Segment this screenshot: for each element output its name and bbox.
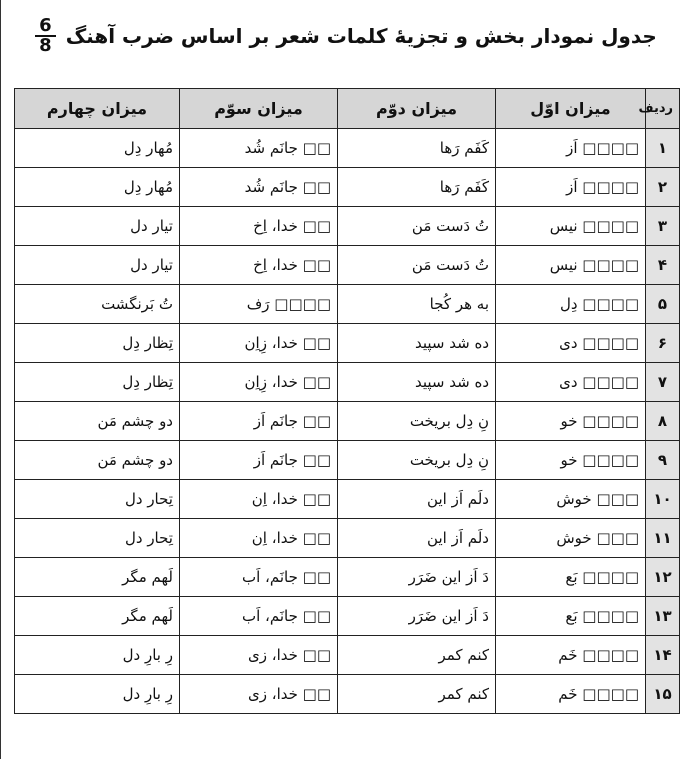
cell-measure-3: □□ خدا، اِن bbox=[180, 480, 338, 519]
cell-measure-1: □□□□ دِل bbox=[496, 285, 646, 324]
cell-measure-4: تِظار دِل bbox=[15, 363, 180, 402]
table-row bbox=[15, 675, 680, 714]
cell-measure-2: ده شد سپید bbox=[338, 363, 496, 402]
cell-measure-3: □□□□ رَف bbox=[180, 285, 338, 324]
cell-measure-3: □□ خدا، زِاِن bbox=[180, 324, 338, 363]
cell-measure-2: کنم کمر bbox=[338, 675, 496, 714]
cell-measure-1: □□□□ خَم bbox=[496, 675, 646, 714]
row-number: ۹ bbox=[646, 441, 680, 480]
table-row bbox=[15, 636, 680, 675]
cell-measure-1: □□□□ خو bbox=[496, 441, 646, 480]
row-number: ۱۵ bbox=[646, 675, 680, 714]
cell-measure-4: رِ بارِ دل bbox=[15, 675, 180, 714]
time-signature-denominator: 8 bbox=[39, 35, 52, 56]
page-edge-line bbox=[0, 0, 1, 759]
cell-measure-2: کَفَم رَها bbox=[338, 168, 496, 207]
time-signature bbox=[35, 17, 56, 55]
cell-measure-1: □□□□ نیس bbox=[496, 246, 646, 285]
row-number: ۱۰ bbox=[646, 480, 680, 519]
cell-measure-1: □□□ خوش bbox=[496, 480, 646, 519]
table-row bbox=[15, 207, 680, 246]
page-title: جدول نمودار بخش و تجزیهٔ کلمات شعر بر اساس ضرب آهنگ bbox=[65, 24, 657, 48]
cell-measure-4: دو چشم مَن bbox=[15, 441, 180, 480]
cell-measure-3: □□ جانَم، اَب bbox=[180, 558, 338, 597]
table-row bbox=[15, 129, 680, 168]
row-number: ۶ bbox=[646, 324, 680, 363]
cell-measure-3: □□ خدا، اِخ bbox=[180, 246, 338, 285]
cell-measure-1: □□□□ خو bbox=[496, 402, 646, 441]
cell-measure-3: □□ جانَم اَز bbox=[180, 441, 338, 480]
row-number: ۱۱ bbox=[646, 519, 680, 558]
cell-measure-4: مُهار دِل bbox=[15, 129, 180, 168]
cell-measure-3: □□ خدا، اِخ bbox=[180, 207, 338, 246]
table-row bbox=[15, 402, 680, 441]
cell-measure-4: تُ بَرنگشت bbox=[15, 285, 180, 324]
table-row bbox=[15, 285, 680, 324]
table-header-row bbox=[15, 89, 680, 129]
row-number: ۳ bbox=[646, 207, 680, 246]
table-row bbox=[15, 597, 680, 636]
header-measure-1: میزان اوّل bbox=[496, 89, 646, 129]
cell-measure-4: دو چشم مَن bbox=[15, 402, 180, 441]
row-number: ۴ bbox=[646, 246, 680, 285]
header-row-number: ردیف bbox=[646, 89, 680, 129]
time-signature-numerator: 6 bbox=[35, 17, 56, 37]
row-number: ۷ bbox=[646, 363, 680, 402]
table-row bbox=[15, 441, 680, 480]
cell-measure-2: به هر کُجا bbox=[338, 285, 496, 324]
cell-measure-3: □□ خدا، زِاِن bbox=[180, 363, 338, 402]
cell-measure-2: دَ اَز این ضَرَر bbox=[338, 597, 496, 636]
cell-measure-3: □□ جانَم اَز bbox=[180, 402, 338, 441]
row-number: ۸ bbox=[646, 402, 680, 441]
cell-measure-4: تِحار دل bbox=[15, 480, 180, 519]
header-measure-4: میزان چهارم bbox=[15, 89, 180, 129]
cell-measure-1: □□□□ بَع bbox=[496, 558, 646, 597]
cell-measure-2: تُ دَست مَن bbox=[338, 246, 496, 285]
cell-measure-2: ده شد سپید bbox=[338, 324, 496, 363]
cell-measure-4: تیار دل bbox=[15, 246, 180, 285]
page-header bbox=[0, 6, 692, 66]
cell-measure-3: □□ جانَم شُد bbox=[180, 129, 338, 168]
cell-measure-1: □□□□ خَم bbox=[496, 636, 646, 675]
row-number: ۱۳ bbox=[646, 597, 680, 636]
row-number: ۱ bbox=[646, 129, 680, 168]
cell-measure-1: □□□□ اَز bbox=[496, 129, 646, 168]
row-number: ۲ bbox=[646, 168, 680, 207]
cell-measure-4: لَهم مگر bbox=[15, 558, 180, 597]
cell-measure-2: تُ دَست مَن bbox=[338, 207, 496, 246]
table-row bbox=[15, 324, 680, 363]
cell-measure-1: □□□□ دی bbox=[496, 363, 646, 402]
rhythm-table bbox=[14, 88, 680, 714]
cell-measure-4: لَهم مگر bbox=[15, 597, 180, 636]
table-row bbox=[15, 363, 680, 402]
cell-measure-4: تِظار دِل bbox=[15, 324, 180, 363]
cell-measure-4: رِ بارِ دل bbox=[15, 636, 180, 675]
cell-measure-1: □□□□ بَع bbox=[496, 597, 646, 636]
cell-measure-2: نِ دِل بریخت bbox=[338, 441, 496, 480]
cell-measure-1: □□□□ دی bbox=[496, 324, 646, 363]
header-measure-3: میزان سوّم bbox=[180, 89, 338, 129]
table-row bbox=[15, 246, 680, 285]
row-number: ۱۴ bbox=[646, 636, 680, 675]
cell-measure-4: تیار دل bbox=[15, 207, 180, 246]
cell-measure-3: □□ خدا، اِن bbox=[180, 519, 338, 558]
cell-measure-2: نِ دِل بریخت bbox=[338, 402, 496, 441]
table-row bbox=[15, 480, 680, 519]
cell-measure-1: □□□□ نیس bbox=[496, 207, 646, 246]
cell-measure-2: کنم کمر bbox=[338, 636, 496, 675]
cell-measure-2: دَ اَز این ضَرَر bbox=[338, 558, 496, 597]
row-number: ۵ bbox=[646, 285, 680, 324]
table-row bbox=[15, 168, 680, 207]
table-row bbox=[15, 519, 680, 558]
cell-measure-1: □□□ خوش bbox=[496, 519, 646, 558]
cell-measure-2: دلَم اَز این bbox=[338, 480, 496, 519]
cell-measure-3: □□ جانَم، اَب bbox=[180, 597, 338, 636]
cell-measure-2: دلَم اَز این bbox=[338, 519, 496, 558]
cell-measure-2: کَفَم رَها bbox=[338, 129, 496, 168]
row-number: ۱۲ bbox=[646, 558, 680, 597]
cell-measure-4: مُهار دِل bbox=[15, 168, 180, 207]
header-measure-2: میزان دوّم bbox=[338, 89, 496, 129]
cell-measure-3: □□ جانَم شُد bbox=[180, 168, 338, 207]
table-row bbox=[15, 558, 680, 597]
cell-measure-3: □□ خدا، زی bbox=[180, 675, 338, 714]
cell-measure-3: □□ خدا، زی bbox=[180, 636, 338, 675]
cell-measure-1: □□□□ اَز bbox=[496, 168, 646, 207]
cell-measure-4: تِحار دل bbox=[15, 519, 180, 558]
